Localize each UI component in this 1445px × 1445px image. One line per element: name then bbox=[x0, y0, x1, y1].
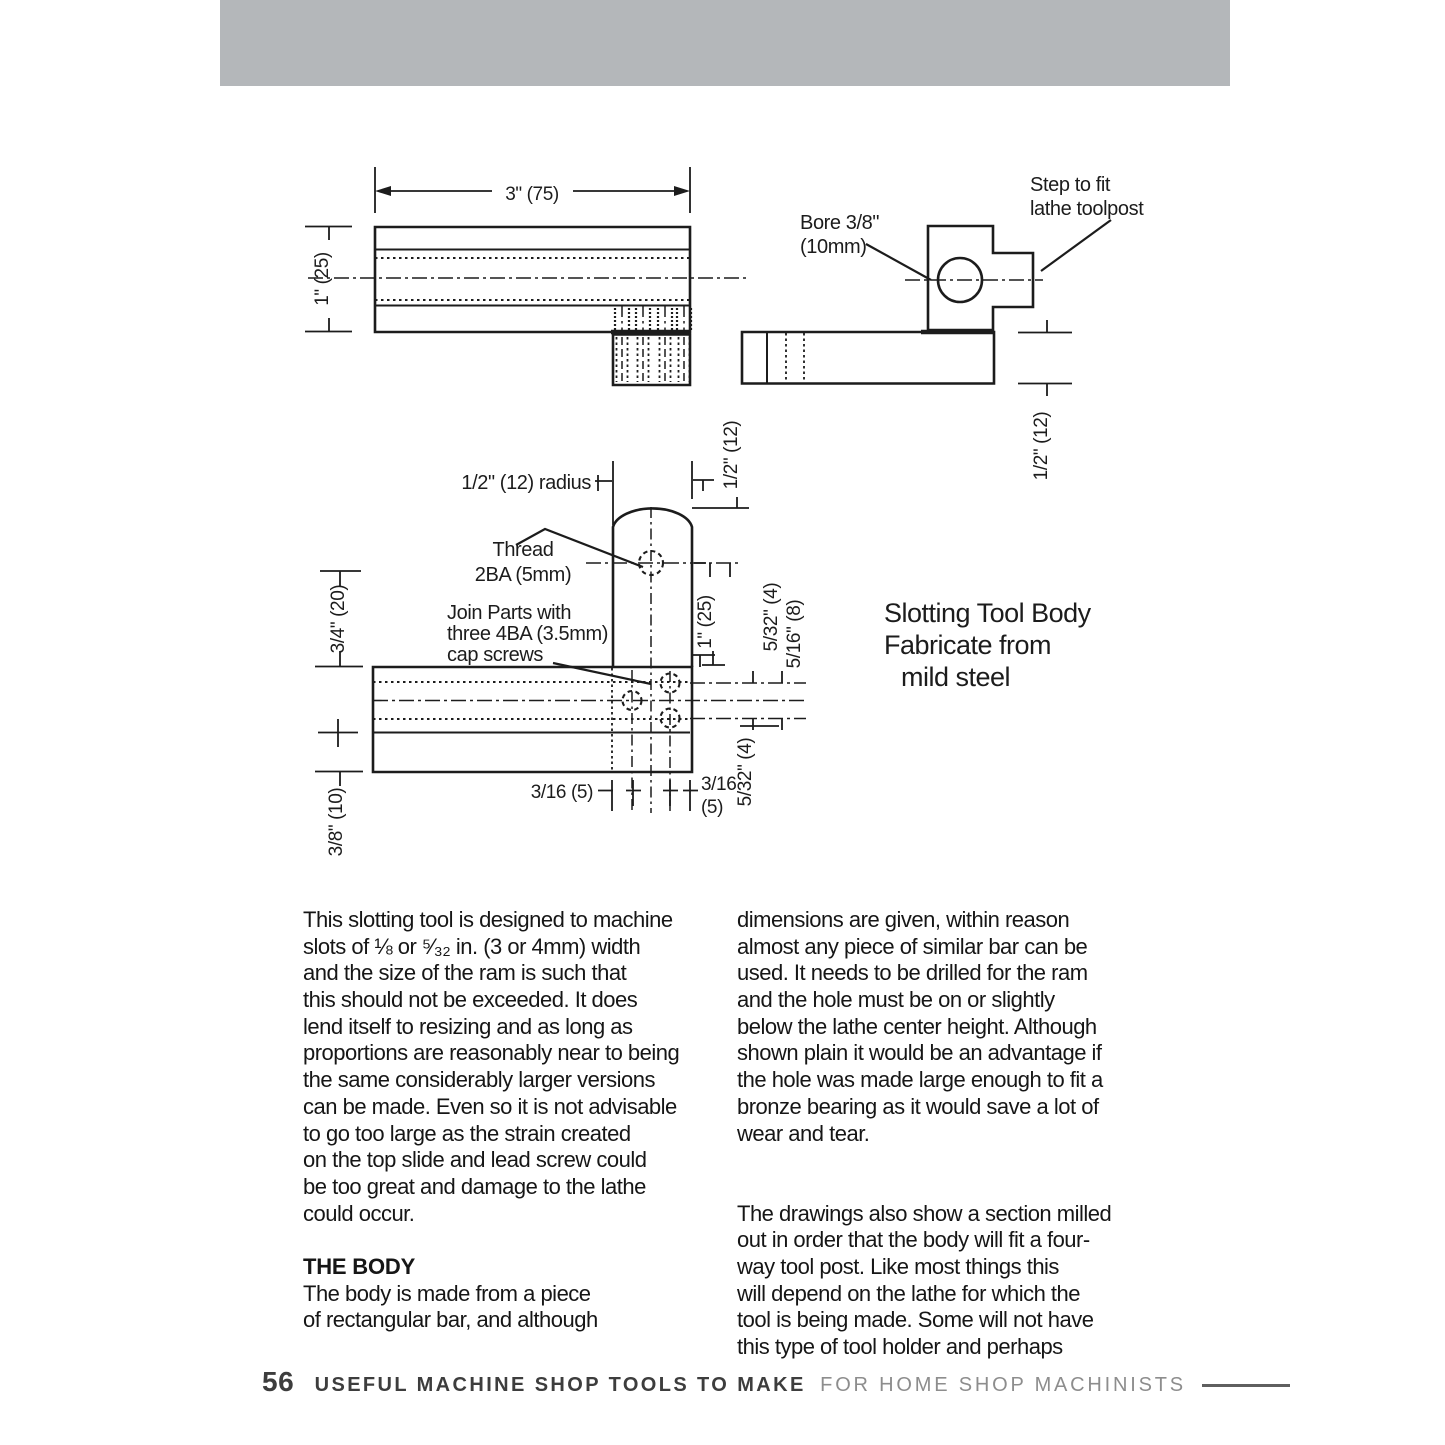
block-hidden-holes bbox=[617, 337, 690, 382]
text-line: The body is made from a piece bbox=[303, 1280, 591, 1306]
dim-316-left-label: 3/16 (5) bbox=[530, 782, 593, 803]
drawing-caption bbox=[884, 598, 1092, 692]
dim-1in-label: 1" (25) bbox=[695, 595, 716, 649]
text-line: and the hole must be on or slightly bbox=[737, 987, 1055, 1013]
article-column-right bbox=[737, 907, 1157, 1361]
article-column-left bbox=[303, 907, 723, 1334]
footer-series-title: USEFUL MACHINE SHOP TOOLS TO MAKE bbox=[314, 1374, 806, 1396]
text-line: of rectangular bar, and although bbox=[303, 1307, 598, 1333]
radius-label: 1/2" (12) radius bbox=[461, 472, 591, 494]
text-line: and the size of the ram is such that bbox=[303, 960, 627, 986]
footer-rule bbox=[1202, 1384, 1290, 1387]
step-label-line2: lathe toolpost bbox=[1030, 198, 1144, 220]
dim-width-label: 3" (75) bbox=[505, 184, 559, 205]
text-line: the hole was made large enough to fit a bbox=[737, 1067, 1103, 1093]
text-line: bronze bearing as it would save a lot of bbox=[737, 1093, 1099, 1119]
text-line: used. It needs to be drilled for the ram bbox=[737, 960, 1088, 986]
thread-label-line2: 2BA (5mm) bbox=[474, 564, 572, 586]
text-line: wear and tear. bbox=[737, 1120, 870, 1146]
join-label-line2: three 4BA (3.5mm) bbox=[447, 623, 609, 645]
paragraph-spacer bbox=[737, 1147, 1157, 1174]
text-line: almost any piece of similar bar can be bbox=[737, 933, 1088, 959]
dim-34-label: 3/4" (20) bbox=[328, 584, 349, 654]
dim-height-label: 1" (25) bbox=[312, 252, 333, 306]
page-number: 56 bbox=[262, 1366, 295, 1397]
text-line: shown plain it would be an advantage if bbox=[737, 1040, 1102, 1066]
page-footer bbox=[220, 1368, 1232, 1404]
text-line: this type of tool holder and perhaps bbox=[737, 1334, 1063, 1359]
text-line: can be made. Even so it is not advisable bbox=[303, 1093, 677, 1119]
text-line: the same considerably larger versions bbox=[303, 1067, 656, 1093]
dim-532-bottom-label: 5/32" (4) bbox=[735, 737, 756, 807]
footer-series-subtitle: FOR HOME SHOP MACHINISTS bbox=[820, 1374, 1186, 1396]
text-line: This slotting tool is designed to machine bbox=[303, 907, 673, 932]
text-line: will depend on the lathe for which the bbox=[737, 1280, 1081, 1306]
thread-hole-symbols bbox=[615, 306, 691, 332]
text-line: The drawings also show a section milled bbox=[737, 1200, 1112, 1226]
dim-top-label: 1/2" (12) bbox=[721, 420, 742, 490]
step-leader-line bbox=[1041, 220, 1111, 271]
bore-label-line1: Bore 3/8" bbox=[800, 212, 880, 234]
text-line: dimensions are given, within reason bbox=[737, 907, 1070, 932]
dim-516-label: 5/16" (8) bbox=[784, 599, 805, 669]
text-line: slots of ⅛ or ⁵⁄₃₂ in. (3 or 4mm) width bbox=[303, 933, 641, 959]
text-line: on the top slide and lead screw could bbox=[303, 1147, 647, 1173]
dim-316-right-label-b: (5) bbox=[701, 797, 724, 818]
side-view bbox=[305, 167, 748, 385]
bore-label-line2: (10mm) bbox=[800, 236, 867, 258]
front-view bbox=[315, 421, 806, 857]
join-label-line3: cap screws bbox=[447, 644, 544, 666]
text-line: proportions are reasonably near to being bbox=[303, 1040, 680, 1066]
text-line: tool is being made. Some will not have bbox=[737, 1307, 1094, 1333]
end-view bbox=[742, 174, 1144, 480]
text-line: below the lathe center height. Although bbox=[737, 1013, 1097, 1039]
text-line: to go too large as the strain created bbox=[303, 1120, 631, 1146]
text-line: out in order that the body will fit a four- bbox=[737, 1227, 1090, 1253]
dim-step-label: 1/2" (12) bbox=[1031, 411, 1052, 481]
text-line: way tool post. Like most things this bbox=[737, 1253, 1059, 1279]
dim-38-label: 3/8" (10) bbox=[326, 787, 347, 857]
join-label-line1: Join Parts with bbox=[447, 602, 572, 624]
dim-316-right-label-a: 3/16 bbox=[701, 774, 737, 795]
text-line: could occur. bbox=[303, 1200, 415, 1226]
text-line: be too great and damage to the lathe bbox=[303, 1173, 646, 1199]
caption-line2: Fabricate from bbox=[884, 630, 1052, 660]
thread-label-line1: Thread bbox=[492, 539, 554, 561]
section-heading: THE BODY bbox=[303, 1253, 416, 1279]
caption-line3: mild steel bbox=[901, 662, 1011, 692]
ram-post bbox=[613, 508, 692, 667]
caption-line1: Slotting Tool Body bbox=[884, 598, 1091, 628]
step-label-line1: Step to fit bbox=[1030, 174, 1111, 196]
text-line: this should not be exceeded. It does bbox=[303, 987, 638, 1013]
text-line: lend itself to resizing and as long as bbox=[303, 1013, 633, 1039]
paragraph-spacer bbox=[303, 1227, 723, 1254]
bore-leader-line bbox=[866, 244, 931, 280]
dim-532-top-label: 5/32" (4) bbox=[761, 582, 782, 652]
paragraph-spacer bbox=[737, 1174, 1157, 1201]
